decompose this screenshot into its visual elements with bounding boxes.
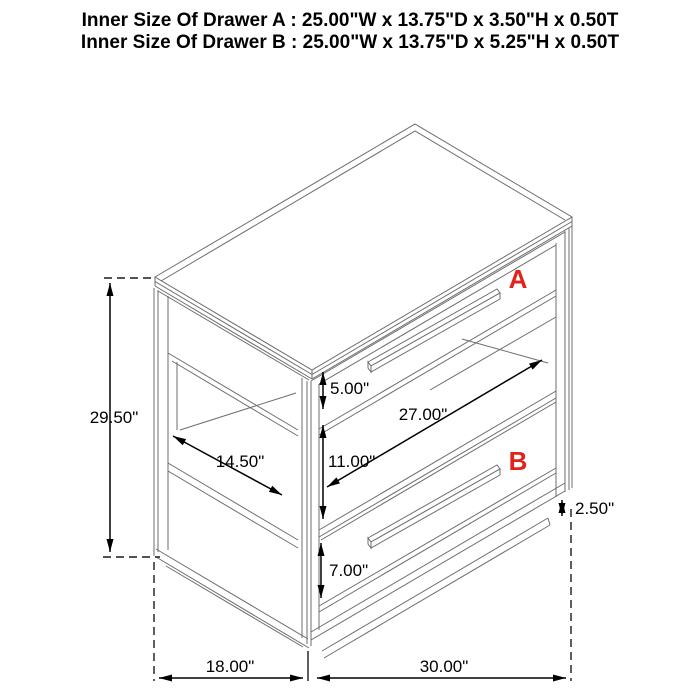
dim-label-shelf-depth: 14.50": [215, 452, 265, 471]
header-line-2: Inner Size Of Drawer B : 25.00"W x 13.75"D x 5.25"H x 0.50T: [80, 32, 620, 53]
dim-label-overall-width: 30.00": [419, 657, 469, 676]
drawer-b-handle: [368, 465, 500, 548]
drawer-a-label: A: [508, 264, 528, 294]
dim-label-opening-height: 11.00": [328, 452, 376, 471]
dim-label-drawer-a-height: 5.00": [330, 379, 370, 398]
front-corner-post: [302, 378, 319, 646]
label-backgrounds: [87, 379, 615, 578]
dim-label-overall-height: 29.50": [89, 408, 139, 427]
dim-label-opening-width: 27.00": [398, 405, 448, 424]
dimension-lines: [110, 283, 566, 678]
dim-label-drawer-b-height: 7.00": [329, 561, 369, 580]
drawer-a-handle: [368, 289, 500, 372]
dim-label-overall-depth: 18.00": [205, 657, 255, 676]
drawer-b-label: B: [508, 446, 528, 476]
tabletop: [155, 124, 572, 379]
plinth-base: [322, 518, 550, 658]
extension-lines: [103, 278, 571, 681]
dim-label-base-height: 2.50": [575, 499, 615, 518]
header-line-1: Inner Size Of Drawer A : 25.00"W x 13.75"D x 3.50"H x 0.50T: [81, 10, 619, 31]
